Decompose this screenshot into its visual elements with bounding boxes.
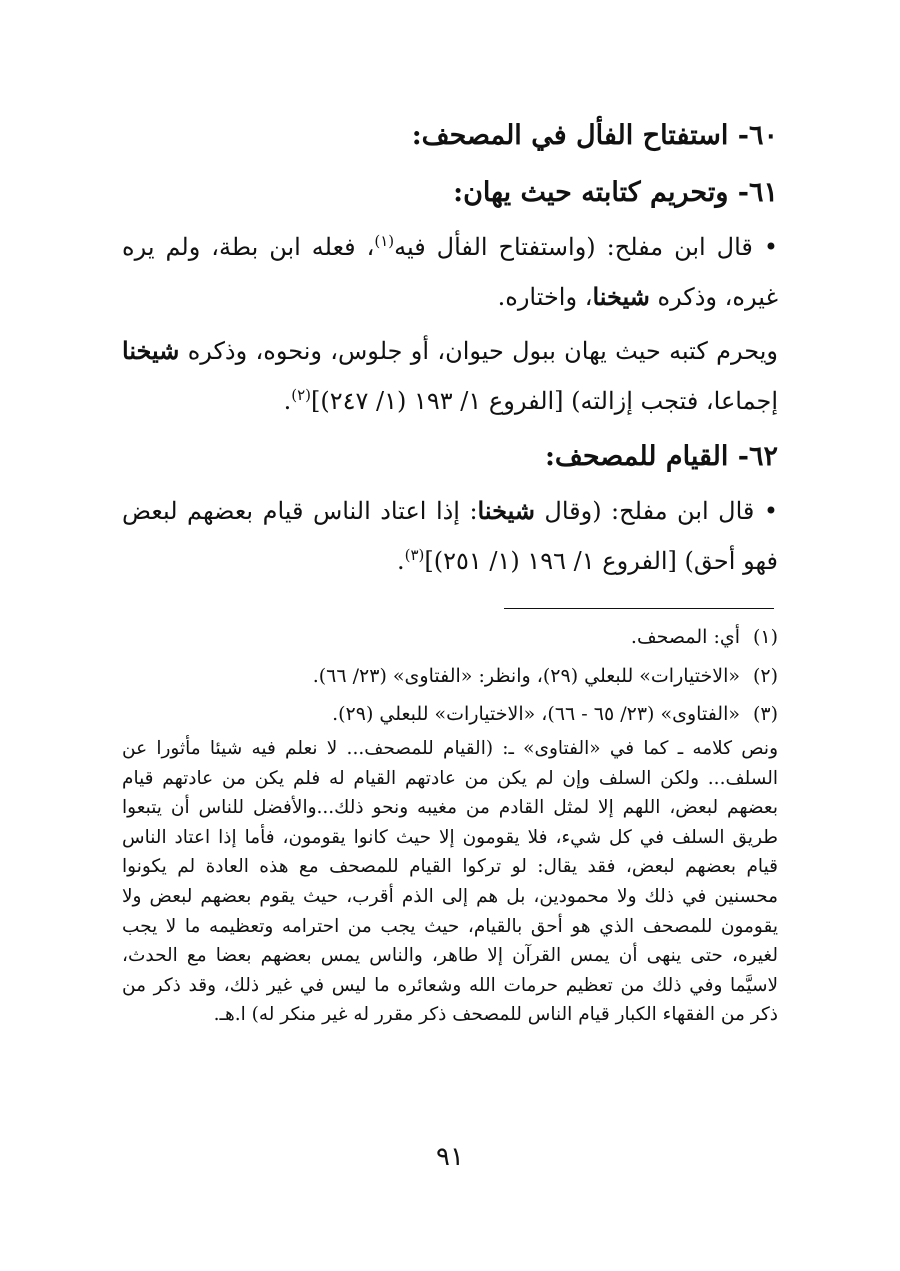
heading-62: ٦٢- القيام للمصحف: [544,441,778,472]
paragraph-text: • قال ابن مفلح: (وقال [534,497,778,525]
footnote-ref-3: (٣) [404,546,425,564]
heading-61: ٦١- وتحريم كتابته حيث يهان: [453,177,778,208]
paragraph-text: ، فعله ابن بطة، ولم يره غيره، وذكره [122,233,778,311]
footnote-ref-2: (٢) [291,386,311,404]
paragraph-text: ، واختاره. [497,283,593,311]
footnote-3-quote: ونص كلامه ـ كما في «الفتاوى» ـ: (القيام للمصحف... لا نعلم فيه شيئا مأثورا عن السلف... ولكن السلف وإن لم يكن من عادتهم القيام له فلم يكن من عادتهم قيام بعضهم لبعض، اللهم إلا لمثل القادم من مغيبه ونحو ذلك...والأفضل للناس أن يتبعوا طريق السلف في كل شيء، فلا يقومون إلا حيث كانوا يقومون، فأما إذا اعتاد الناس قيام بعضهم لبعض، فقد يقال: لو تركوا القيام للمصحف مع هذه العادة لم يكونوا محسنين في ذلك ولا محمودين، بل هم إلى الذم أقرب، حيث يقوم بعضهم لبعض ولا يقومون للمصحف الذي هو أحق بالقيام، حيث يجب من احترامه وتعظيمه ما لا يجب لغيره، حتى ينهى أن يمس القرآن إلا طاهر، والناس يمس بعضهم بعضا مع الحدث، لاسيَّما وفي ذلك من تعظيم حرمات الله وشعائره ما ليس في غير ذلك، وقد ذكر من ذكر من الفقهاء الكبار قيام الناس للمصحف ذكر مقرر له غير منكر له) ا.هـ. [122,738,778,1026]
paragraph-text: إجماعا، فتجب إزالته) [الفروع ١/ ١٩٣ (١/ ٢٤٧)] [310,387,778,415]
footnote-number: (١) [752,626,778,648]
paragraph-standing [122,486,778,586]
footnote-text: «الاختيارات» للبعلي (٢٩)، وانظر: «الفتاوى» (٢٣/ ٦٦). [312,665,740,687]
footnote-text: أي: المصحف. [630,626,740,648]
footnote-text: «الفتاوى» (٢٣/ ٦٥ - ٦٦)، «الاختيارات» للبعلي (٢٩). [332,703,740,725]
bold-term: شيخنا [477,496,535,525]
paragraph-text: • قال ابن مفلح: (واستفتاح الفأل فيه [394,233,778,261]
footnote-number: (٣) [752,703,778,725]
page-number: ٩١ [436,1142,464,1172]
footnote-divider [504,608,774,609]
footnote-ref-1: (١) [374,232,395,250]
paragraph-writing-prohibition [122,326,778,426]
footnote-3 [122,699,778,729]
paragraph-text: ويحرم كتبه حيث يهان ببول حيوان، أو جلوس، ونحوه، وذكره [179,337,778,365]
bold-term: شيخنا [122,336,180,365]
footnote-2 [122,661,778,691]
paragraph-text: : إذا اعتاد الناس قيام بعضهم لبعض فهو أحق) [الفروع ١/ ١٩٦ (١/ ٢٥١)] [122,497,778,575]
footnote-number: (٢) [752,665,778,687]
heading-60: ٦٠- استفتاح الفأل في المصحف: [411,120,778,151]
bold-term: شيخنا [592,282,650,311]
footnote-1 [122,622,778,652]
paragraph-text: . [396,547,405,575]
paragraph-text: . [283,387,292,415]
paragraph-ibn-muflih-fal [122,222,778,322]
